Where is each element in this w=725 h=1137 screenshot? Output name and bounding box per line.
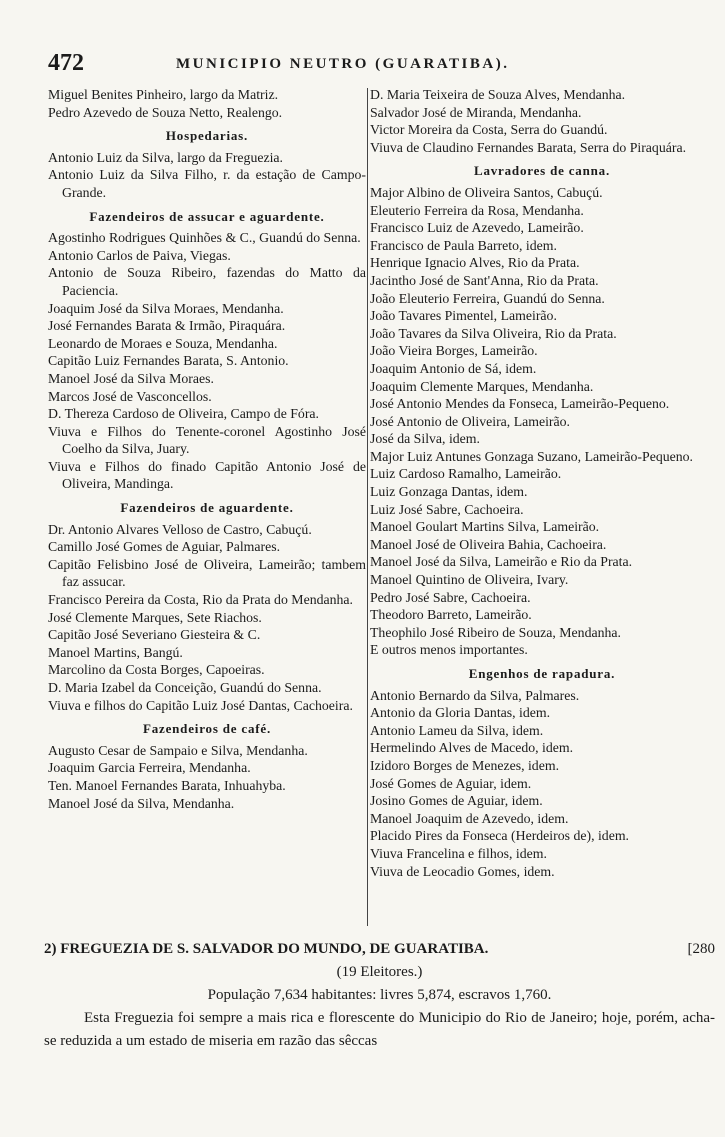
directory-entry: Izidoro Borges de Menezes, idem. (370, 757, 560, 773)
directory-entry: Manoel José de Oliveira Bahia, Cachoeira. (370, 536, 607, 552)
directory-entry: Camillo José Gomes de Aguiar, Palmares. (48, 539, 281, 555)
directory-entry: Manoel José da Silva Moraes. (48, 370, 214, 386)
directory-entry: João Vieira Borges, Lameirão. (370, 343, 538, 359)
section-footer (44, 938, 715, 1053)
directory-entry: Manoel Quintino de Oliveira, Ivary. (370, 572, 569, 588)
directory-entry: José Antonio Mendes da Fonseca, Lameirão-Pequeno. (370, 396, 670, 412)
directory-entry: Viuva e Filhos do finado Capitão Antonio José de Oliveira, Mandinga. (48, 458, 366, 492)
directory-entry: E outros menos importantes. (370, 642, 528, 658)
directory-entry: João Tavares da Silva Oliveira, Rio da Prata. (370, 325, 617, 341)
running-title: MUNICIPIO NEUTRO (GUARATIBA). (176, 56, 510, 72)
directory-entry: Joaquim Garcia Ferreira, Mendanha. (48, 760, 251, 776)
directory-entry: Jacintho José de Sant'Anna, Rio da Prata. (370, 272, 599, 288)
directory-entry: Capitão Luiz Fernandes Barata, S. Antonio. (48, 353, 289, 369)
directory-entry: Viuva Francelina e filhos, idem. (370, 845, 547, 861)
category-heading: Engenhos de rapadura. (468, 666, 616, 681)
directory-entry: Manoel Martins, Bangú. (48, 644, 183, 660)
directory-entry: Antonio da Gloria Dantas, idem. (370, 705, 551, 721)
directory-entry: Viuva de Claudino Fernandes Barata, Serra do Piraquára. (370, 139, 687, 155)
directory-entry: Augusto Cesar de Sampaio e Silva, Mendanha. (48, 742, 308, 758)
directory-entry: Antonio Luiz da Silva, largo da Freguezia. (48, 149, 283, 165)
directory-entry: José Gomes de Aguiar, idem. (370, 775, 532, 791)
page-header (48, 50, 713, 80)
directory-entry: Capitão José Severiano Giesteira & C. (48, 627, 261, 643)
directory-entry: Victor Moreira da Costa, Serra do Guandú. (370, 122, 608, 138)
directory-entry: Theodoro Barreto, Lameirão. (370, 607, 532, 623)
directory-entry: Antonio Bernardo da Silva, Palmares. (370, 687, 580, 703)
category-heading: Fazendeiros de aguardente. (120, 500, 294, 516)
directory-entry: Major Luiz Antunes Gonzaga Suzano, Lameirão-Pequeno. (370, 448, 693, 464)
footnote-ref: [280 (687, 941, 715, 957)
directory-entry: José Antonio de Oliveira, Lameirão. (370, 413, 571, 429)
directory-entry: Theophilo José Ribeiro de Souza, Mendanha. (370, 624, 621, 640)
directory-entry: Luiz Cardoso Ramalho, Lameirão. (370, 466, 562, 482)
directory-entry: Eleuterio Ferreira da Rosa, Mendanha. (370, 202, 584, 218)
directory-entry: Henrique Ignacio Alves, Rio da Prata. (370, 255, 580, 271)
directory-entry: Luiz José Sabre, Cachoeira. (370, 501, 524, 517)
directory-entry: Marcos José de Vasconcellos. (48, 388, 212, 404)
directory-entry: Antonio Lameu da Silva, idem. (370, 722, 544, 738)
directory-entry: Joaquim Clemente Marques, Mendanha. (370, 378, 594, 394)
directory-entry: João Eleuterio Ferreira, Guandú do Senna. (370, 290, 605, 306)
section-body: Esta Freguezia foi sempre a mais rica e florescente do Municipio do Rio de Janeiro; hoje, porém, acha-se reduzida a um estado de miseria em razão das sêccas (44, 1010, 715, 1049)
category-heading: Fazendeiros de café. (142, 721, 272, 737)
directory-entry: Placido Pires da Fonseca (Herdeiros de), idem. (370, 828, 630, 844)
directory-entry: D. Thereza Cardoso de Oliveira, Campo de Fóra. (48, 406, 319, 422)
section-title: 2) FREGUEZIA DE S. SALVADOR DO MUNDO, DE GUARATIBA. (44, 941, 489, 957)
directory-entry: José Clemente Marques, Sete Riachos. (48, 609, 262, 625)
category-heading: Fazendeiros de assucar e aguardente. (89, 208, 325, 224)
directory-entry: Joaquim José da Silva Moraes, Mendanha. (48, 300, 284, 316)
directory-entry: D. Maria Teixeira de Souza Alves, Mendanha. (370, 87, 626, 102)
page-number: 472 (48, 50, 84, 76)
directory-entry: Josino Gomes de Aguiar, idem. (370, 793, 543, 809)
directory-entry: Manoel José da Silva, Mendanha. (48, 795, 235, 811)
directory-entry: Dr. Antonio Alvares Velloso de Castro, Cabuçú. (48, 521, 312, 537)
directory-entry: Pedro José Sabre, Cachoeira. (370, 589, 531, 605)
category-heading: Hospedarias. (165, 128, 249, 144)
directory-entry: João Tavares Pimentel, Lameirão. (370, 308, 557, 324)
directory-entry: Francisco Pereira da Costa, Rio da Prata do Mendanha. (48, 592, 353, 608)
population-line: População 7,634 habitantes: livres 5,874, escravos 1,760. (207, 987, 552, 1003)
directory-entry: Salvador José de Miranda, Mendanha. (370, 104, 582, 120)
directory-entry: Capitão Felisbino José de Oliveira, Lameirão; tambem faz assucar. (48, 556, 366, 590)
directory-entry: José Fernandes Barata & Irmão, Piraquára. (48, 318, 286, 334)
directory-entry: Manoel Joaquim de Azevedo, idem. (370, 810, 569, 826)
column-divider (367, 88, 368, 926)
directory-entry: Pedro Azevedo de Souza Netto, Realengo. (48, 104, 283, 120)
directory-entry: Hermelindo Alves de Macedo, idem. (370, 740, 574, 756)
directory-entry: Francisco de Paula Barreto, idem. (370, 237, 557, 253)
directory-entry: Antonio Carlos de Paiva, Viegas. (48, 247, 231, 263)
directory-entry: Agostinho Rodrigues Quinhões & C., Guandú do Senna. (48, 230, 361, 246)
directory-entry: Miguel Benites Pinheiro, largo da Matriz. (48, 87, 279, 102)
directory-entry: José da Silva, idem. (370, 431, 480, 447)
directory-entry: Manoel Goulart Martins Silva, Lameirão. (370, 519, 600, 535)
category-heading: Lavradores de canna. (473, 163, 610, 179)
directory-entry: Viuva e Filhos do Tenente-coronel Agostinho José Coelho da Silva, Juary. (48, 423, 366, 457)
directory-entry: Joaquim Antonio de Sá, idem. (370, 360, 537, 376)
directory-entry: Viuva e filhos do Capitão Luiz José Dantas, Cachoeira. (48, 697, 353, 713)
directory-entry: Luiz Gonzaga Dantas, idem. (370, 484, 528, 500)
directory-entry: D. Maria Izabel da Conceição, Guandú do Senna. (48, 680, 322, 695)
directory-entry: Manoel José da Silva, Lameirão e Rio da Prata. (370, 554, 633, 570)
electors-count: (19 Eleitores.) (336, 964, 423, 980)
left-column (48, 86, 366, 812)
directory-entry: Viuva de Leocadio Gomes, idem. (370, 863, 555, 879)
directory-entry: Ten. Manoel Fernandes Barata, Inhuahyba. (48, 777, 286, 793)
directory-entry: Marcolino da Costa Borges, Capoeiras. (48, 662, 265, 678)
right-column (370, 86, 714, 880)
directory-entry: Major Albino de Oliveira Santos, Cabuçú. (370, 184, 603, 200)
directory-entry: Leonardo de Moraes e Souza, Mendanha. (48, 335, 278, 351)
directory-entry: Antonio Luiz da Silva Filho, r. da estação de Campo-Grande. (48, 167, 366, 200)
directory-entry: Francisco Luiz de Azevedo, Lameirão. (370, 220, 584, 236)
section-title-line (44, 938, 715, 961)
directory-entry: Antonio de Souza Ribeiro, fazendas do Matto da Paciencia. (48, 265, 366, 298)
